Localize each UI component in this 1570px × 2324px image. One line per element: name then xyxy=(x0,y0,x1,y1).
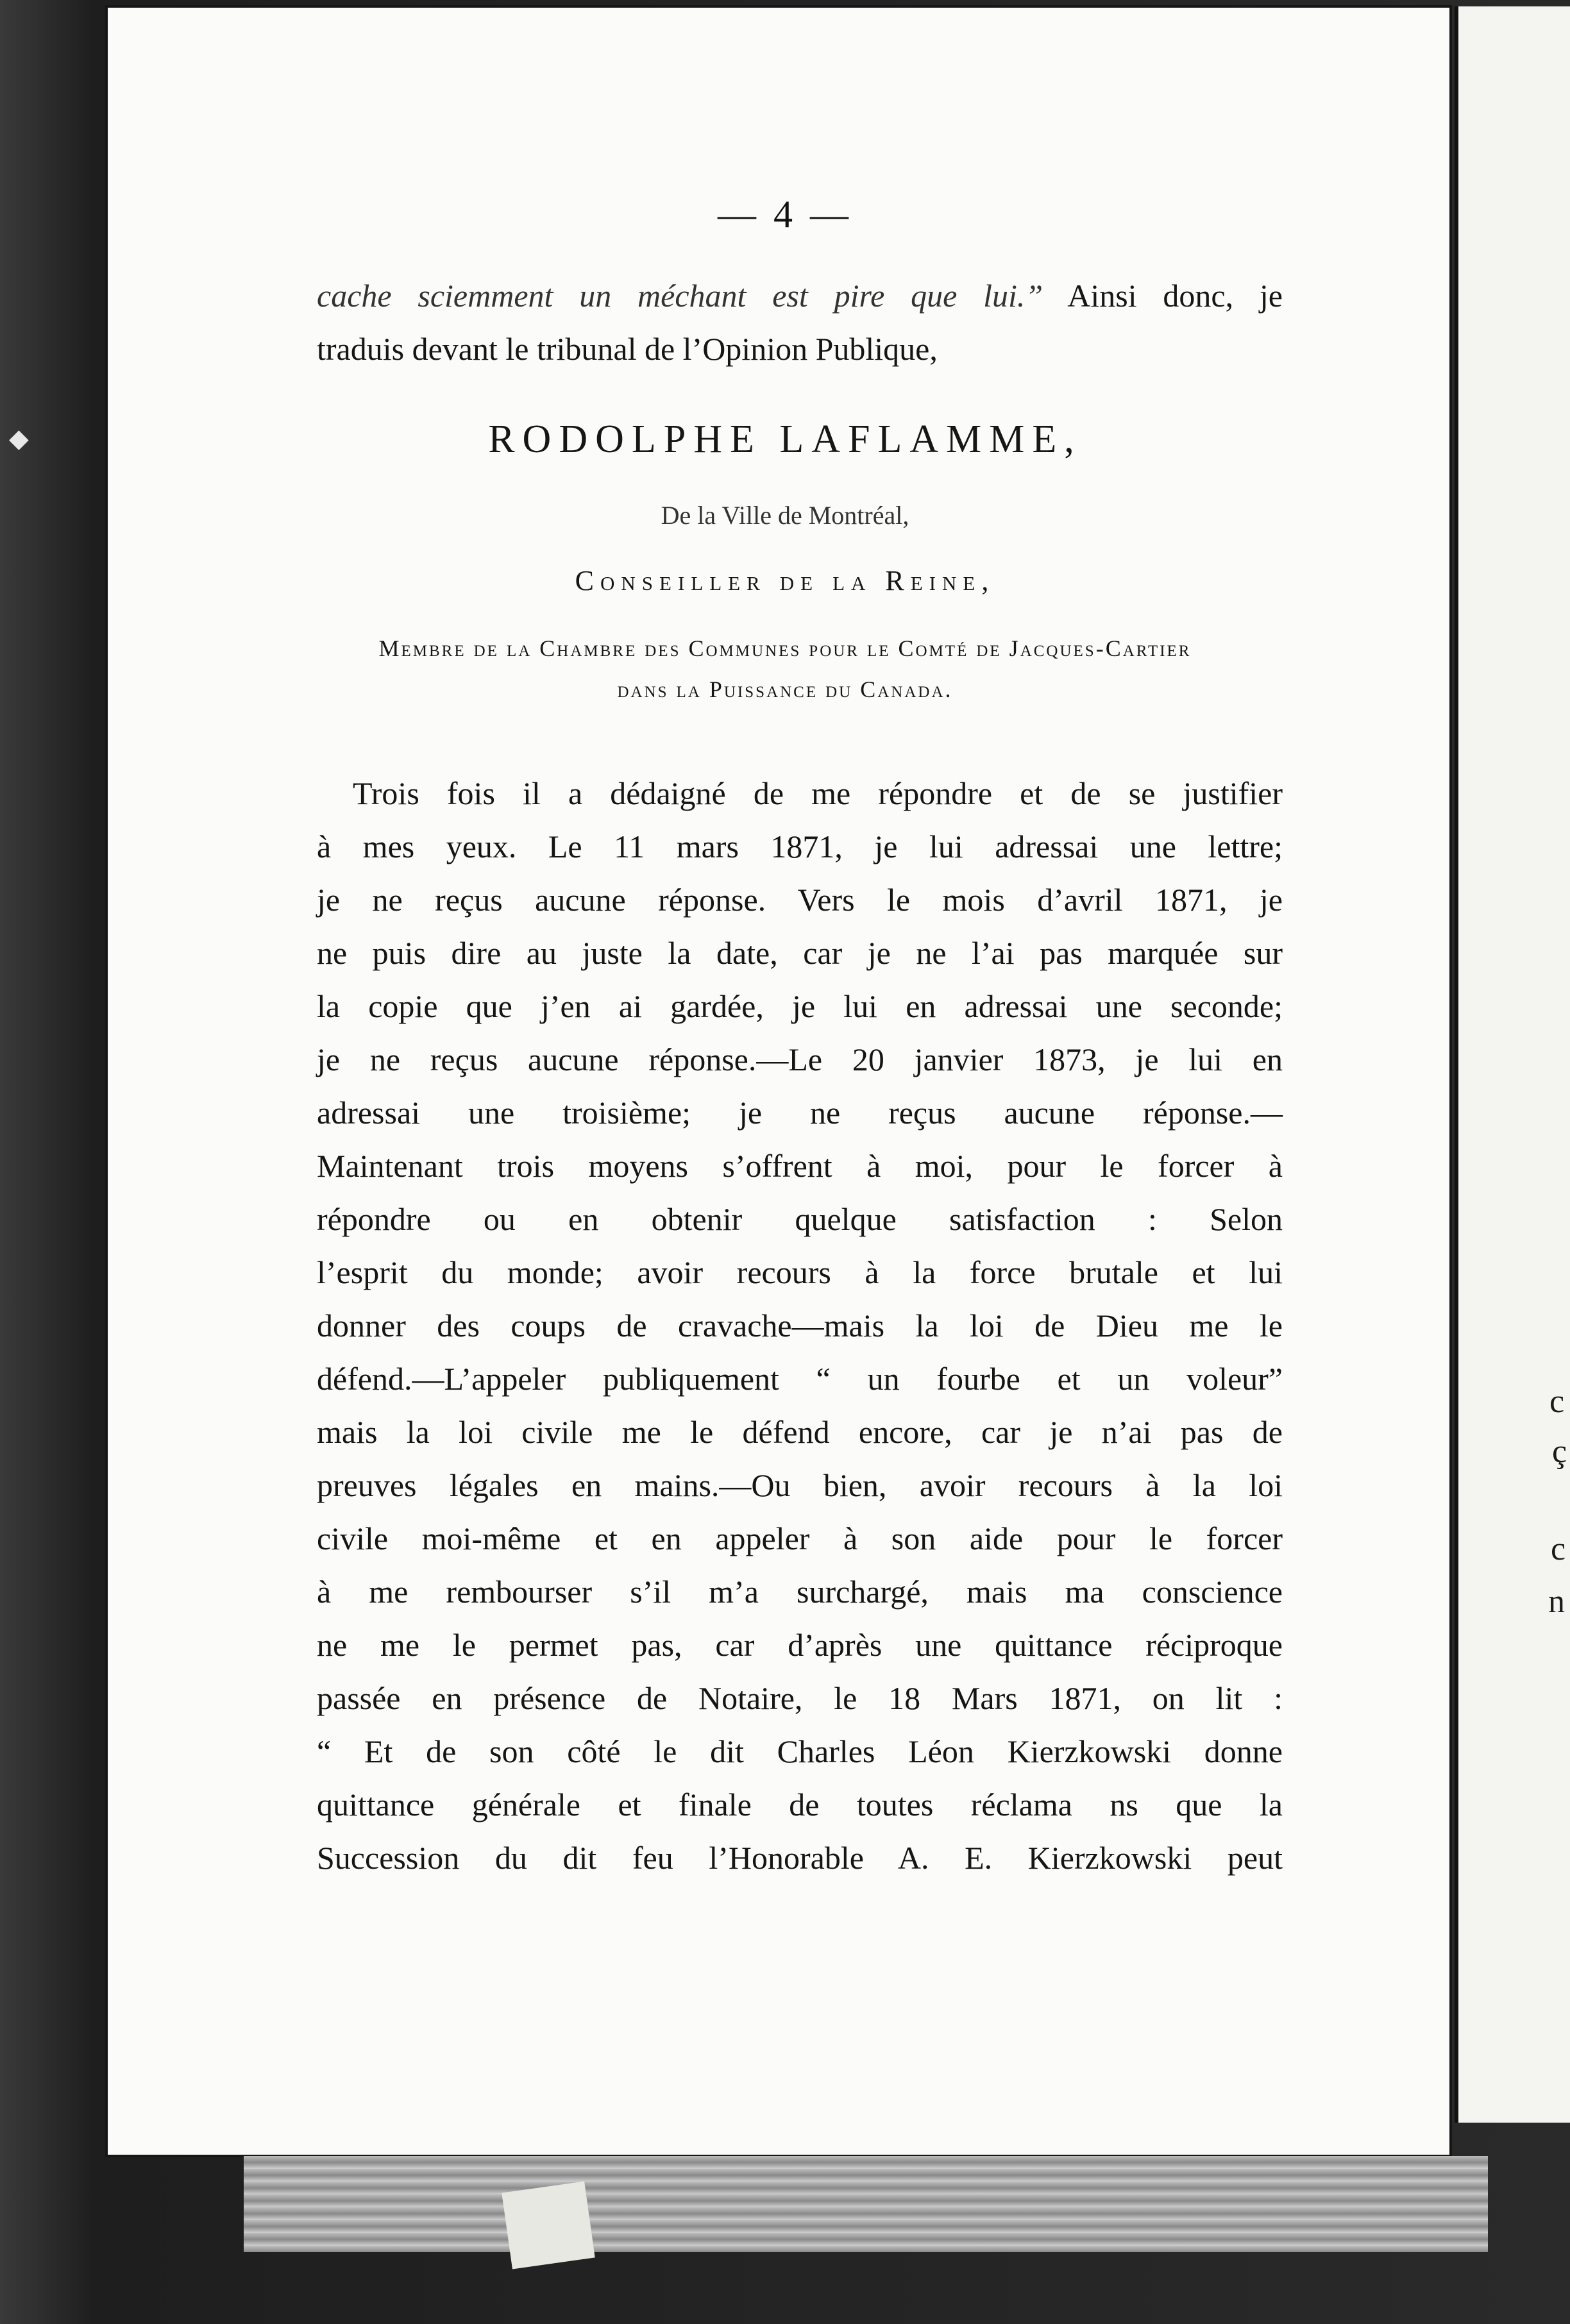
folded-paper-strip xyxy=(244,2156,1488,2252)
paragraph-line: quittance générale et finale de toutes réclama ns que la xyxy=(317,1787,1283,1823)
accused-name: RODOLPHE LAFLAMME, xyxy=(488,417,1082,461)
paragraph-line: Maintenant trois moyens s’offrent à moi, pour le forcer à xyxy=(317,1148,1283,1184)
paragraph-line: à mes yeux. Le 11 mars 1871, je lui adressai une lettre; xyxy=(317,829,1283,864)
paragraph-line: je ne reçus aucune réponse. Vers le mois d’avril 1871, je xyxy=(317,882,1283,918)
adjacent-page-fragment: c xyxy=(1551,1531,1566,1567)
paragraph-line: la copie que j’en ai gardée, je lui en adressai une seconde; xyxy=(317,988,1283,1024)
intro-text xyxy=(317,269,1283,376)
paragraph-line: ne puis dire au juste la date, car je ne l’ai pas marquée sur xyxy=(317,935,1283,971)
paragraph-line: défend.—L’appeler publiquement “ un fourbe et un voleur” xyxy=(317,1361,1283,1397)
paragraph-line: “ Et de son côté le dit Charles Léon Kierzkowski donne xyxy=(317,1733,1283,1769)
intro-line xyxy=(317,269,1283,323)
adjacent-page-fragment: c xyxy=(1549,1383,1565,1420)
accused-city: De la Ville de Montréal, xyxy=(661,501,909,530)
paragraph-line: donner des coups de cravache—mais la loi de Dieu me le xyxy=(317,1308,1283,1343)
paragraph-line: Succession du dit feu l’Honorable A. E. Kierzkowski peut xyxy=(317,1840,1283,1876)
intro-line: traduis devant le tribunal de l’Opinion Publique, xyxy=(317,331,938,367)
paragraph-line: je ne reçus aucune réponse.—Le 20 janvier 1873, je lui en xyxy=(317,1041,1283,1077)
accused-office-continued: dans la Puissance du Canada. xyxy=(617,677,953,702)
accused-title: Conseiller de la Reine, xyxy=(575,565,995,596)
intro-continuation: Ainsi donc, je xyxy=(1043,278,1283,314)
paragraph-line: mais la loi civile me le défend encore, car je n’ai pas de xyxy=(317,1414,1283,1450)
paragraph-line: Trois fois il a dédaigné de me répondre et de se justifier xyxy=(353,775,1283,811)
paragraph-line: à me rembourser s’il m’a surchargé, mais ma conscience xyxy=(317,1574,1283,1610)
paragraph-line: civile moi-même et en appeler à son aide pour le forcer xyxy=(317,1520,1283,1556)
paper-tear-patch xyxy=(502,2182,595,2269)
paragraph-line: l’esprit du monde; avoir recours à la force brutale et lui xyxy=(317,1254,1283,1290)
paragraph-line: passée en présence de Notaire, le 18 Mars 1871, on lit : xyxy=(317,1680,1283,1716)
adjacent-page-fragment: ç xyxy=(1552,1433,1567,1470)
main-paragraph xyxy=(317,767,1283,1885)
paragraph-line: preuves légales en mains.—Ou bien, avoir recours à la loi xyxy=(317,1467,1283,1503)
intro-quote: cache sciemment un méchant est pire que lui.” xyxy=(317,278,1043,314)
adjacent-page-fragment: n xyxy=(1548,1583,1565,1620)
adjacent-page-edge xyxy=(1455,6,1570,2123)
paragraph-line: adressai une troisième; je ne reçus aucune réponse.— xyxy=(317,1095,1283,1131)
scan-margin-mark: ◆ xyxy=(9,424,29,453)
accused-office: Membre de la Chambre des Communes pour le Comté de Jacques-Cartier xyxy=(378,636,1192,661)
paragraph-line: ne me le permet pas, car d’après une quittance réciproque xyxy=(317,1627,1283,1663)
page-number: — 4 — xyxy=(718,193,852,235)
paragraph-line: répondre ou en obtenir quelque satisfaction : Selon xyxy=(317,1201,1283,1237)
